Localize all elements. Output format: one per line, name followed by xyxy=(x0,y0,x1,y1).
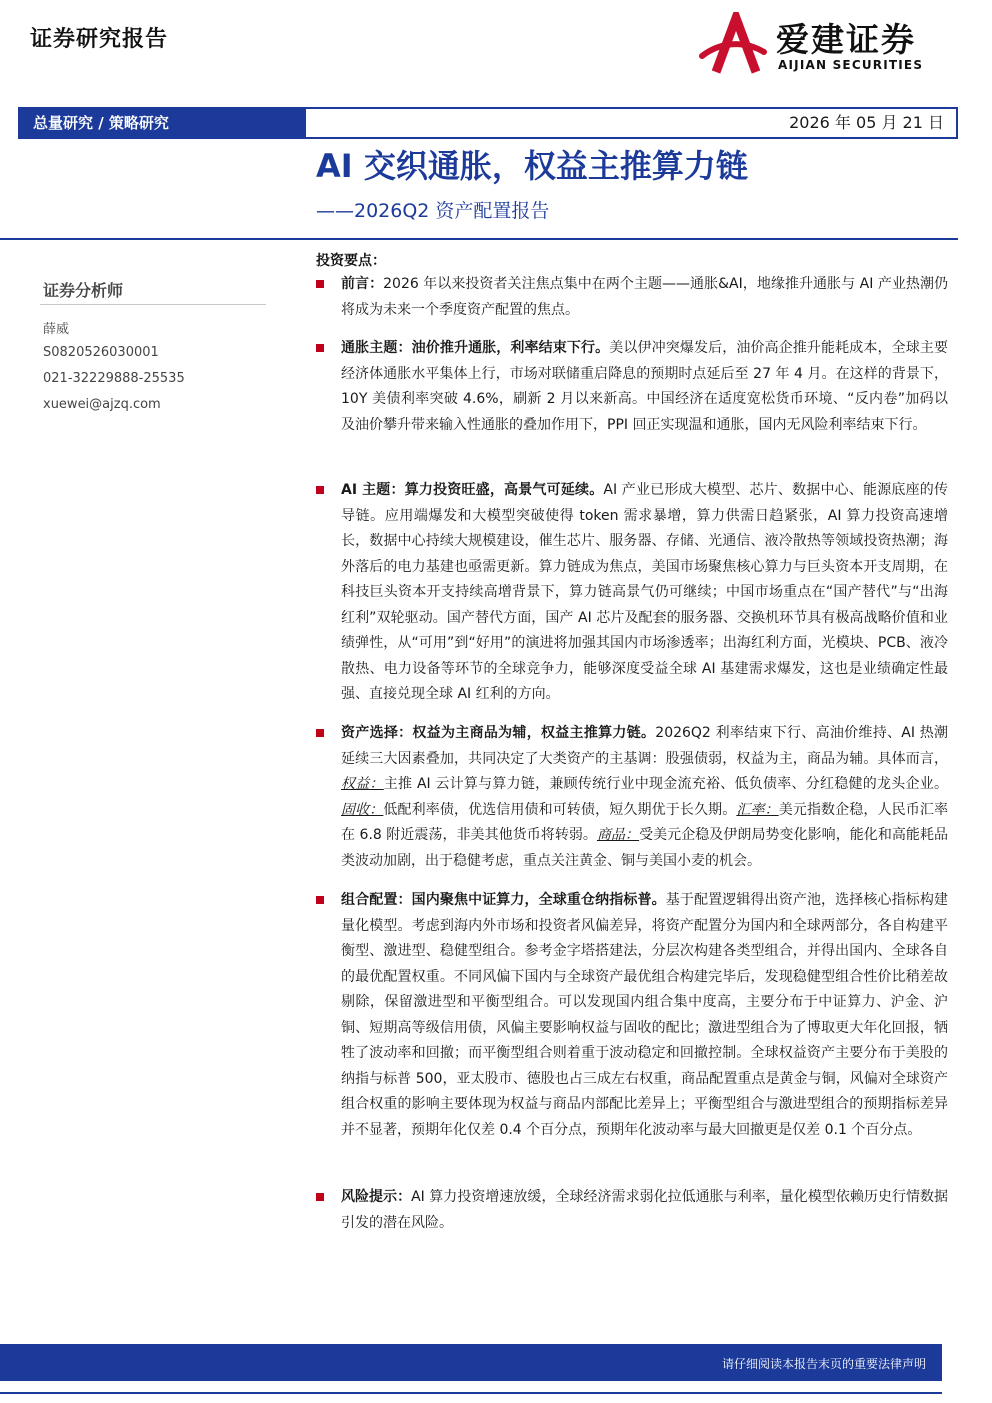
section-label: 风险提示： xyxy=(341,1189,412,1205)
section-text: AI 产业已形成大模型、芯片、数据中心、能源底座的传导链。应用端爆发和大模型突破使得 token 需求暴增，算力供需日趋紧张，AI 算力投资高速增长，数据中心持续大规模建设，催生芯片、服务器、存储、光通信、液冷散热等领域投资热潮；海外落后的电力基建也亟需更新。算力链成为焦点，美国市场聚焦核心算力与巨头资本开支周期，在科技巨头资本开支持续高增背景下，算力链高景气仍可继续；中国市场重点在“国产替代”与“出海红利”双轮驱动。国产替代方面，国产 AI 芯片及配套的服务器、交换机环节具有极高战略价值和业绩弹性，从“可用”到“好用”的演进将加强其国内市场渗透率；出海红利方面，光模块、PCB、液冷散热、电力设备等环节的全球竞争力，能够深度受益全球 AI 基建需求爆发，这也是业绩确定性最强、直接兑现全球 AI 红利的方向。 xyxy=(341,482,949,702)
aijian-a-logo-icon xyxy=(698,12,768,76)
sub-label-equity: 权益： xyxy=(341,776,384,792)
section-text: 美以伊冲突爆发后，油价高企推升能耗成本，全球主要经济体通胀水平集体上行，市场对联储重启降息的预期时点延后至 27 年 4 月。在这样的背景下，10Y 美债利率突破 4.6%，刷新 2 月以来新高。中国经济在适度宽松货币环境、“反内卷”加码以及油价攀升带来输入性通胀的叠加作用下，PPI 回正实现温和通胀，国内无风险利率结束下行。 xyxy=(341,340,949,433)
section-text: 2026 年以来投资者关注焦点集中在两个主题——通胀&AI，地缘推升通胀与 AI 产业热潮仍将成为未来一个季度资产配置的焦点。 xyxy=(341,276,949,318)
sub-label-fixed-income: 固收： xyxy=(341,801,384,818)
square-bullet-icon xyxy=(316,896,324,904)
section-text: 基于配置逻辑得出资产池，选择核心指标构建量化模型。考虑到海内外市场和投资者风偏差异，将资产配置分为国内和全球两部分，各自构建平衡型、激进型、稳健型组合。参考金字塔搭建法，分层次构建各类型组合，并得出国内、全球各自的最优配置权重。不同风偏下国内与全球资产最优组合构建完毕后，发现稳健型组合性价比稍差故剔除，保留激进型和平衡型组合。可以发现国内组合集中度高，主要分布于中证算力、沪金、沪铜、短期高等级信用债，风偏主要影响权益与固收的配比；激进型组合为了博取更大年化回报，牺牲了波动率和回撤；而平衡型组合则着重于波动稳定和回撤控制。全球权益资产主要分布于美股的纳指与标普 500，亚太股市、德股也占三成左右权重，商品配置重点是黄金与铜，风偏对全球资产组合权重的影响主要体现为权益与商品内部配比差异上；平衡型组合与激进型组合的预期指标差异并不显著，预期年化仅差 0.4 个百分点，预期年化波动率与最大回撤更是仅差 0.1 个百分点。 xyxy=(341,892,949,1138)
analyst-phone: 021-32229888-25535 xyxy=(43,371,185,386)
square-bullet-icon xyxy=(316,344,324,352)
footer-divider xyxy=(0,1392,942,1394)
footer-bar xyxy=(0,1344,942,1381)
section-label: 前言： xyxy=(341,276,384,292)
section-text: 2026Q2 利率结束下行、高油价维持、AI 热潮延续三大因素叠加，共同决定了大类资产的主基调：股强债弱，权益为主，商品为辅。具体而言， xyxy=(341,725,949,767)
section-label: 通胀主题：油价推升通胀，利率结束下行。 xyxy=(341,340,610,356)
report-type: 证券研究报告 xyxy=(30,27,169,52)
section-risk xyxy=(316,1185,948,1236)
section-preface xyxy=(316,272,948,323)
section-asset-selection xyxy=(316,721,948,874)
report-subtitle: ——2026Q2 资产配置报告 xyxy=(316,200,550,222)
square-bullet-icon xyxy=(316,729,324,737)
legal-notice: 请仔细阅读本报告末页的重要法律声明 xyxy=(721,1357,926,1371)
analyst-license: S0820526030001 xyxy=(43,345,159,360)
analyst-heading: 证券分析师 xyxy=(43,281,124,300)
section-portfolio xyxy=(316,888,948,1143)
section-text: 低配利率债，优选信用债和可转债，短久期优于长久期。 xyxy=(383,801,737,818)
section-text: 美元指数企稳，人民币汇率在 6.8 附近震荡，非美其他货币将转弱。 xyxy=(341,801,949,843)
analyst-divider xyxy=(40,304,266,305)
section-label: 组合配置：国内聚焦中证算力，全球重仓纳指标普。 xyxy=(341,892,666,908)
section-text: 受美元企稳及伊朗局势变化影响，能化和高能耗品类波动加剧，出于稳健考虑，重点关注黄金、铜与美国小麦的机会。 xyxy=(341,827,949,869)
report-title: AI 交织通胀，权益主推算力链 xyxy=(316,147,748,185)
logo-english-name: AIJIAN SECURITIES xyxy=(778,58,924,72)
category-bar: 总量研究 / 策略研究 xyxy=(18,107,306,139)
analyst-email: xuewei@ajzq.com xyxy=(43,397,161,412)
sub-label-fx: 汇率： xyxy=(736,801,779,818)
section-ai-theme xyxy=(316,478,948,708)
key-points-heading: 投资要点： xyxy=(316,253,386,269)
section-label: 资产选择：权益为主商品为辅，权益主推算力链。 xyxy=(341,725,656,741)
section-inflation xyxy=(316,336,948,438)
section-label: AI 主题：算力投资旺盛，高景气可延续。 xyxy=(341,482,604,498)
analyst-name: 薛威 xyxy=(43,322,70,337)
square-bullet-icon xyxy=(316,486,324,494)
section-text: 主推 AI 云计算与算力链，兼顾传统行业中现金流充裕、低负债率、分红稳健的龙头企业。 xyxy=(383,776,949,792)
company-logo xyxy=(698,12,958,76)
square-bullet-icon xyxy=(316,1193,324,1201)
section-text: AI 算力投资增速放缓，全球经济需求弱化拉低通胀与利率，量化模型依赖历史行情数据引发的潜在风险。 xyxy=(341,1189,949,1231)
logo-chinese-name: 爱建证券 xyxy=(776,20,916,59)
sub-label-commodities: 商品： xyxy=(596,827,640,843)
header-divider xyxy=(0,238,958,240)
square-bullet-icon xyxy=(316,280,324,288)
report-date: 2026 年 05 月 21 日 xyxy=(306,107,958,139)
